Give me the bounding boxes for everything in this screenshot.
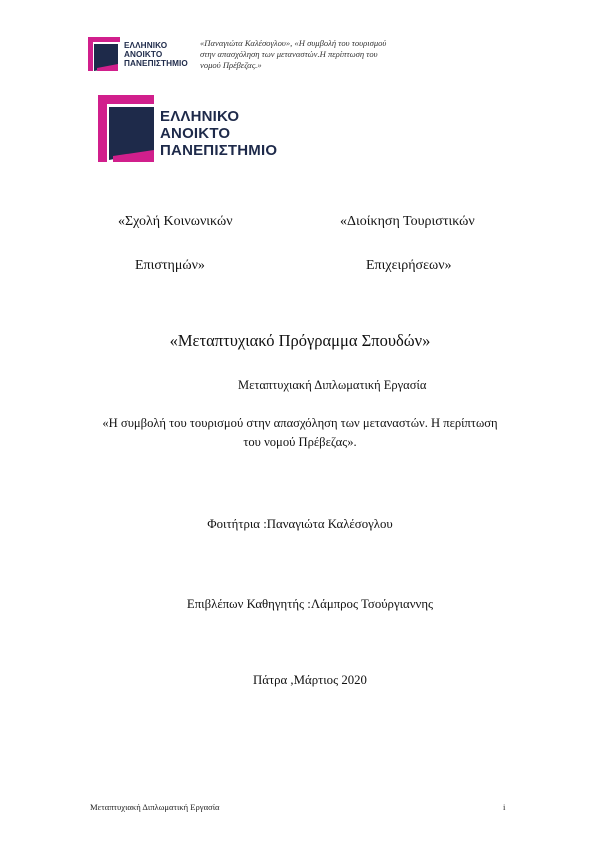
header-logo-line: ΑΝΟΙΚΤΟ <box>124 50 163 59</box>
university-logo-line: ΑΝΟΙΚΤΟ <box>160 125 231 142</box>
university-logo-emblem-icon <box>98 94 158 164</box>
school-name-line1: «Σχολή Κοινωνικών <box>118 214 233 229</box>
school-name-line2: Επιστημών» <box>135 258 205 273</box>
university-logo-line: ΕΛΛΗΝΙΚΟ <box>160 108 240 125</box>
footer-label: Μεταπτυχιακή Διπλωματική Εργασία <box>90 802 220 812</box>
header-logo-line: ΕΛΛΗΝΙΚΟ <box>124 41 168 50</box>
thesis-type: Μεταπτυχιακή Διπλωματική Εργασία <box>238 378 427 392</box>
university-logo-text <box>160 108 277 159</box>
student-name: Φοιτήτρια :Παναγιώτα Καλέσογλου <box>207 517 393 531</box>
supervisor-name: Επιβλέπων Καθηγητής :Λάμπρος Τσούργιαννης <box>186 597 434 611</box>
department-name-line2: Επιχειρήσεων» <box>366 258 452 273</box>
header-logo-line: ΠΑΝΕΠΙΣΤΗΜΙΟ <box>124 59 188 68</box>
thesis-title: «Η συμβολή του τουρισμού στην απασχόληση των μεταναστών. Η περίπτωση του νομού Πρέβεζας». <box>102 416 498 449</box>
header-logo-text <box>124 41 188 68</box>
header-citation-line: «Παναγιώτα Καλέσογλου», «Η συμβολή του τουρισμού <box>200 38 387 48</box>
program-title: «Μεταπτυχιακό Πρόγραμμα Σπουδών» <box>169 331 431 350</box>
place-and-date: Πάτρα ,Μάρτιος 2020 <box>253 673 367 687</box>
header-citation-line: στην απασχόληση των μεταναστών.Η περίπτωση του <box>200 49 378 60</box>
header-citation <box>200 38 440 72</box>
header-logo-emblem-icon <box>88 36 122 72</box>
header-university-logo <box>88 36 188 72</box>
footer-page-number: i <box>503 802 506 812</box>
university-logo-line: ΠΑΝΕΠΙΣΤΗΜΙΟ <box>160 142 278 159</box>
university-logo <box>98 94 298 164</box>
header-citation-line: νομού Πρέβεζας.» <box>200 60 262 71</box>
department-name-line1: «Διοίκηση Τουριστικών <box>340 214 475 229</box>
